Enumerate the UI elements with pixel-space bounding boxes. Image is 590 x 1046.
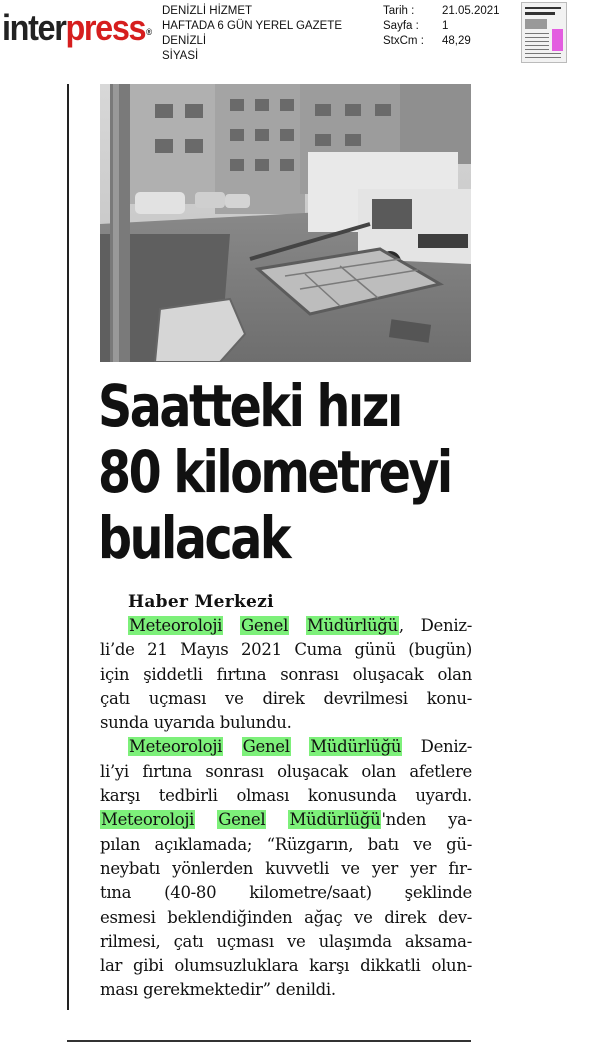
- page-thumbnail[interactable]: [521, 2, 567, 63]
- page-value: 1: [442, 20, 449, 32]
- date-label: Tarih :: [383, 5, 415, 17]
- headline: [98, 372, 451, 572]
- registered-mark: ®: [146, 27, 151, 37]
- article-line: neybatı yönlerden kuvvetli ve yer yer fır-: [100, 858, 472, 878]
- article-line: için şiddetli fırtına sonrası oluşacak olan: [100, 664, 472, 684]
- article-body: [100, 614, 472, 1003]
- meta-values: [442, 4, 500, 49]
- article-line: esmesi beklendiğinden ağaç ve direk dev-: [100, 907, 472, 927]
- article-line: [100, 735, 472, 759]
- highlighted-term: Genel: [218, 810, 266, 830]
- highlighted-term: Müdürlüğü: [310, 737, 402, 757]
- news-photo: [100, 84, 471, 362]
- article-line: lar gibi olumsuzluklara karşı dikkatli olun-: [100, 956, 472, 976]
- publication-category: SİYASİ: [162, 50, 199, 62]
- thumbnail-highlight-marker: [552, 29, 563, 51]
- page-label: Sayfa :: [383, 20, 419, 32]
- article-line: sunda uyarıda bulundu.: [100, 713, 292, 733]
- meta-labels: [383, 4, 424, 49]
- interpress-logo: [2, 8, 151, 48]
- column-rule: [67, 84, 69, 1010]
- article-line: li’de 21 Mayıs 2021 Cuma günü (bugün): [100, 640, 472, 660]
- highlighted-term: Meteoroloji: [129, 737, 223, 757]
- article-line: ması gerekmektedir” denildi.: [100, 980, 336, 1000]
- article-line: li’yi fırtına sonrası oluşacak olan afetlere: [100, 761, 472, 781]
- highlighted-term: Meteoroloji: [101, 810, 195, 830]
- article-line: rilmesi, çatı uçması ve ulaşımda aksama-: [100, 931, 472, 951]
- size-value: 48,29: [442, 35, 471, 47]
- highlighted-term: Meteoroloji: [129, 616, 223, 635]
- logo-text-main: inter: [2, 7, 66, 48]
- bottom-rule: [67, 1040, 471, 1042]
- headline-line: 80 kilometreyi: [98, 438, 451, 506]
- headline-line: Saatteki hızı: [98, 372, 401, 440]
- line-text: 'nden ya-: [381, 810, 472, 830]
- highlighted-term: Müdürlüğü: [306, 616, 398, 635]
- date-value: 21.05.2021: [442, 5, 500, 17]
- logo-text-accent: press: [65, 7, 146, 48]
- article-line: [100, 808, 472, 832]
- article-line: karşı tedbirli olması konusunda uyardı.: [100, 786, 472, 806]
- headline-line: bulacak: [98, 504, 289, 572]
- article-line: tına (40-80 kilometre/saat) şeklinde: [100, 883, 472, 903]
- article-line: pılan açıklamada; “Rüzgarın, batı ve gü-: [100, 834, 472, 854]
- highlighted-term: Genel: [242, 737, 290, 757]
- size-label: StxCm :: [383, 35, 424, 47]
- highlighted-term: Genel: [240, 616, 289, 635]
- publication-name: DENİZLİ HİZMET: [162, 5, 253, 17]
- article-line: [100, 614, 472, 638]
- publication-frequency: HAFTADA 6 GÜN YEREL GAZETE: [162, 20, 342, 32]
- line-text: Deniz-: [402, 737, 473, 757]
- byline: Haber Merkezi: [128, 592, 274, 612]
- publication-city: DENİZLİ: [162, 35, 207, 47]
- highlighted-term: Müdürlüğü: [289, 810, 381, 830]
- publication-info: [162, 4, 342, 64]
- line-text: , Deniz-: [398, 616, 472, 635]
- article-line: çatı uçması ve direk devrilmesi konu-: [100, 688, 472, 708]
